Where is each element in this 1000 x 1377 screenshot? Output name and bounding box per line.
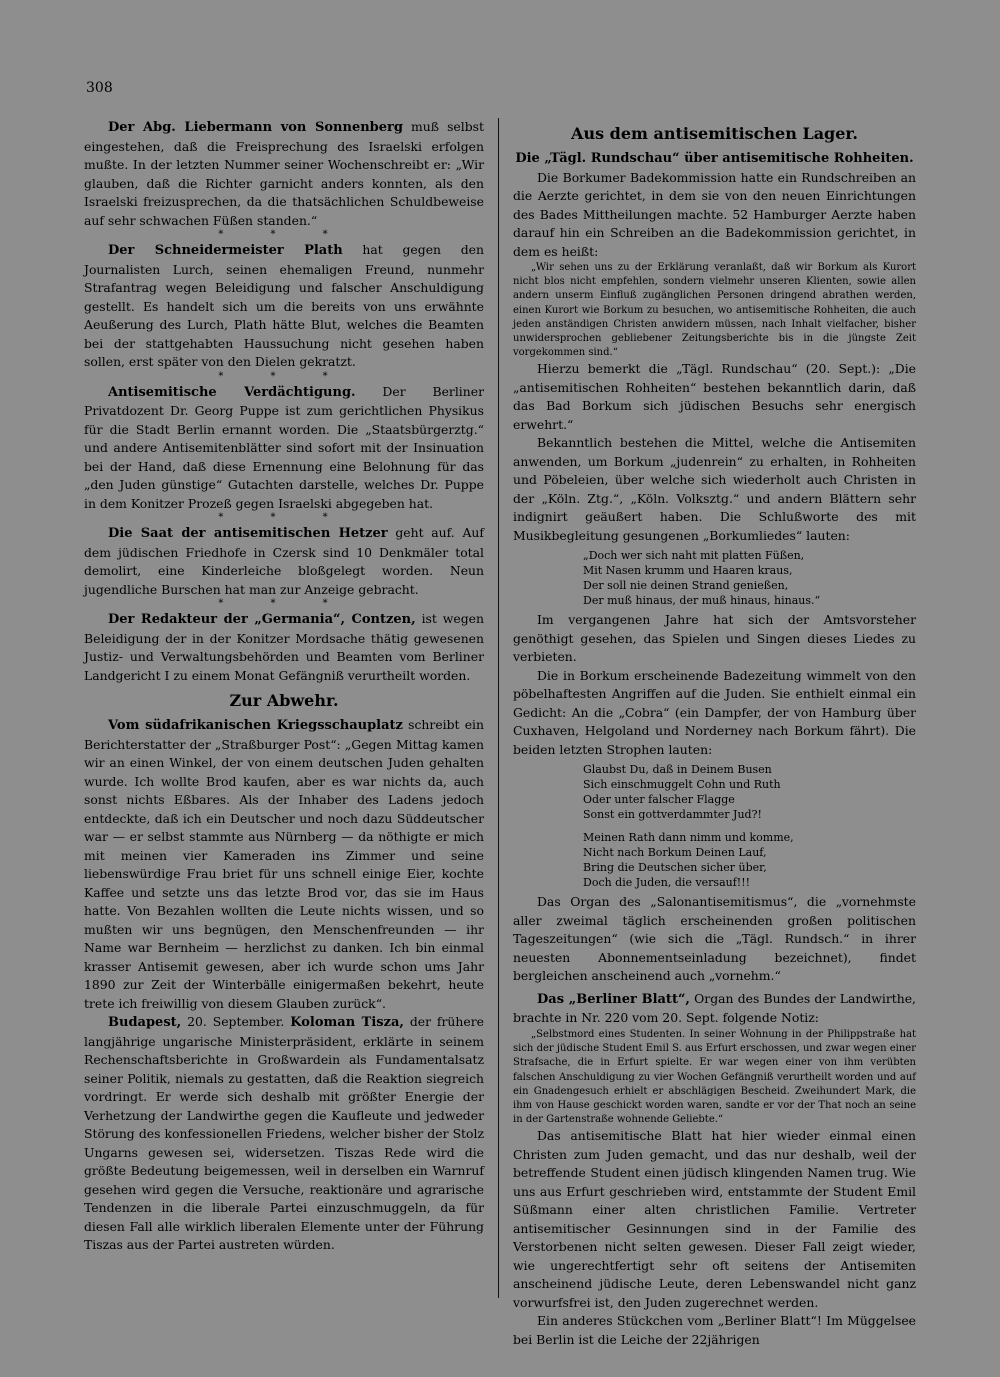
article-heading: Antisemitische Verdächtigung. [108,384,356,400]
verse-line: Bring die Deutschen sicher über, [583,861,767,875]
article-body: schreibt ein Berichterstatter der „Straßburger Post“: „Gegen Mittag kamen wir an einen Winkel, der von einem deutschen Juden gehalten wurde. Ich wollte Brod kaufen, aber es war nichts da, auch sonst nichts Eßbares. Als der Inhaber des Ladens jedoch entdeckte, daß ich ein Deutscher und noch dazu Süddeutscher war — er selbst stammte aus Nürnberg — da nöthigte er mich mit meinen vier Kameraden ins Zimmer und seine liebenswürdige Frau briet für uns schnell einige Eier, kochte Kaffee und setzte uns das letzte Brod vor, das sie im Haus hatte. Von Bezahlen wollten die Leute nichts wissen, und so mußten wir uns begnügen, den Menschenfreunden — ihr Name war Bernheim — herzlichst zu danken. Ich bin einmal krasser Antisemit gewesen, aber ich wurde schon ums Jahr 1890 zur Zeit der Winterbälle einigermaßen bekehrt, heute trete ich freiwillig von diesem Glauben zurück“. [84,717,484,1011]
article-heading: Vom südafrikanischen Kriegsschauplatz [108,718,403,733]
article-heading: Der Redakteur der „Germania“, Contzen, [108,612,416,627]
article-budapest [84,1013,484,1255]
stanza-gap [583,822,916,830]
article-body: muß selbst eingestehen, daß die Freisprechung des Israelski erfolgen mußte. In der letzten Nummer seiner Wochenschreibt er: „Wir glauben, daß die Richter garnicht anders konnten, als den Israelski freizusprechen, da die thatsächlichen Schuldbeweise auf sehr schwachen Füßen standen.“ [84,119,484,228]
section-title-lager: Aus dem antisemitischen Lager. [571,124,858,143]
article-title-rundschau [513,149,916,169]
paragraph-christen: Das antisemitische Blatt hat hier wieder einmal einen Christen zum Juden gemacht, und das nur deshalb, weil der betreffende Student einen jüdisch klingenden Namen trug. Wie uns aus Erfurt geschrieben wird, entstammte der Student Emil Süßmann einer alten christlichen Familie. Vertreter antisemitischer Gesinnungen sind in der Familie des Verstorbenen nicht selten gewesen. Dieser Fall zeigt wieder, wie ungerechtfertigt sehr oft seitens der Antisemiten anscheinend jüdische Leute, deren Lebenswandel nicht ganz vorwurfsfrei ist, den Juden zugerechnet werden. [513,1128,916,1310]
article-heading: Budapest, [108,1015,182,1030]
paragraph-amtsvorsteher: Im vergangenen Jahre hat sich der Amtsvorsteher genöthigt gesehen, das Spielen und Singen dieses Liedes zu verbieten. [513,612,916,665]
article-heading: Die „Tägl. Rundschau“ über antisemitische Rohheiten. [515,151,914,166]
verse-line: Mit Nasen krumm und Haaren kraus, [583,564,793,578]
article-body: Organ des Bundes der Landwirthe, brachte in Nr. 220 vom 20. Sept. folgende Notiz: [513,990,916,1026]
verse-line: Sonst ein gottverdammter Jud?! [583,808,762,822]
article-germania [84,610,484,685]
verse-line: Sich einschmuggelt Cohn und Ruth [583,778,781,792]
quote-selbstmord [513,1028,916,1127]
quote-text: „Selbstmord eines Studenten. In seiner Wohnung in der Philippstraße hat sich der jüdische Student Emil S. aus Erfurt erschossen, und zwar wegen einer Strafsache, die in Erfurt spielte. Er war wegen einer von ihm verübten falschen Anschuldigung zu vier Wochen Gefängniß verurtheilt worden und auf ein Gnadengesuch erhielt er abschlägigen Bescheid. Zweihundert Mark, die ihm von Hause geschickt worden waren, sandte er vor der That noch an seine in der Gartenstraße wohnende Geliebte.“ [513,1028,916,1126]
article-saat [84,524,484,599]
verse-borkumlied [513,548,916,608]
verse-line: Glaubst Du, daß in Deinem Busen [583,763,772,777]
separator-stars: * * * [218,512,350,523]
article-suedafrika [84,716,484,1013]
separator-stars: * * * [218,229,350,240]
article-heading: Die Saat der antisemitischen Hetzer [108,526,388,541]
article-body: ist wegen Beleidigung der in der Konitzer Mordsache thätig gewesenen Justiz- und Verwaltungsbehörden und Beamten vom Berliner Landgericht I zu einem Monat Gefängniß verurtheilt worden. [84,611,484,683]
article-heading: Das „Berliner Blatt“, [537,991,690,1007]
article-body: geht auf. Auf dem jüdischen Friedhofe in Czersk sind 10 Denkmäler total demolirt, eine Kinderleiche bloßgelegt worden. Neun jugendliche Burschen hat man zur Anzeige gebracht. [84,525,484,597]
verse-line: Nicht nach Borkum Deinen Lauf, [583,846,767,860]
quote-aerzte [513,261,916,360]
separator-stars: * * * [218,598,350,609]
left-column [84,118,484,1255]
article-date: 20. September. [187,1014,285,1029]
paragraph-bekanntlich: Bekanntlich bestehen die Mittel, welche die Antisemiten anwenden, um Borkum „judenrein“ zu erhalten, in Rohheiten und Pöbeleien, über welche sich wiederholt auch Christen in der „Köln. Ztg.“, „Köln. Volksztg.“ und andern Blättern sehr indignirt geäußert haben. Die Schlußworte des mit Musikbegleitung gesungenen „Borkumliedes“ lauten: [513,435,916,543]
right-column [513,118,916,1349]
article-body: Der Berliner Privatdozent Dr. Georg Puppe ist zum gerichtlichen Physikus für die Stadt Berlin ernannt worden. Die „Staatsbürgerztg.“ und andere Antisemitenblätter sind sofort mit der Insinuation bei der Hand, daß diese Ernennung eine Belohnung für das „den Juden günstige“ Gutachten darstelle, welches Dr. Puppe in dem Konitzer Prozeß gegen Israelski abgegeben hat. [84,383,484,511]
verse-cobra [513,762,916,890]
article-berliner-blatt [513,990,916,1028]
paragraph-mueggelsee: Ein anderes Stückchen vom „Berliner Blatt“! Im Müggelsee bei Berlin ist die Leiche der 22jährigen [513,1313,916,1347]
article-heading: Der Abg. Liebermann von Sonnenberg [108,120,403,135]
verse-line: „Doch wer sich naht mit platten Füßen, [583,549,805,563]
article-body: der frühere langjährige ungarische Ministerpräsident, erklärte in seinem Rechenschaftsberichte in Großwardein als Fundamentalsatz seiner Politik, niemals zu gestatten, daß die Reaktion siegreich vordringt. Er werde sich deshalb mit größter Energie der Verhetzung der Landwirthe gegen die Kaufleute und jedweder Störung des konfessionellen Friedens, welcher bisher der Stolz Ungarns gewesen sei, widersetzen. Tiszas Rede wird die größte Bedeutung beigemessen, weil in derselben ein Warnruf gesehen wird gegen die Versuche, reaktionäre und agrarische Tendenzen in die liberale Partei einzuschmuggeln, da für diesen Fall alle wirklich liberalen Elemente unter der Führung Tiszas aus der Partei austreten würden. [84,1014,484,1252]
article-heading-name: Koloman Tisza, [290,1015,404,1030]
verse-line: Der muß hinaus, der muß hinaus, hinaus.“ [583,594,821,608]
separator-stars: * * * [218,370,350,382]
article-liebermann [84,118,484,230]
article-plath [84,241,484,372]
column-divider [498,118,499,1298]
paragraph-salonantisemitismus: Das Organ des „Salonantisemitismus“, die „vornehmste aller zweimal täglich erscheinenden großen politischen Tageszeitungen“ (wie sich die „Tägl. Rundsch.“ in ihrer neuesten Abonnementseinladung bezeichnet), findet bergleichen anscheinend auch „vornehm.“ [513,894,916,984]
article-body: hat gegen den Journalisten Lurch, seinen ehemaligen Freund, nunmehr Strafantrag wegen Beleidigung und falscher Anschuldigung gestellt. Es handelt sich um die bereits von uns erwähnte Aeußerung des Lurch, Plath hätte Blut, welches die Beamten bei der stattgehabten Haussuchung nicht gesehen haben sollen, erst später von den Dielen gekratzt. [84,242,484,369]
verse-line: Doch die Juden, die versauf!!! [583,876,751,890]
paragraph-badezeitung: Die in Borkum erscheinende Badezeitung wimmelt von den pöbelhaftesten Angriffen auf die Juden. Sie enthielt einmal ein Gedicht: An die „Cobra“ (ein Dampfer, der von Hamburg über Cuxhaven, Helgoland und Norderney nach Borkum fährt). Die beiden letzten Strophen lauten: [513,667,916,757]
verse-line: Der soll nie deinen Strand genießen, [583,579,789,593]
article-heading: Der Schneidermeister Plath [108,243,343,258]
paragraph-hierzu: Hierzu bemerkt die „Tägl. Rundschau“ (20. Sept.): „Die „antisemitischen Rohheiten“ bestehen bekanntlich darin, daß das Bad Borkum sich jüdischen Besuchs sehr energisch erwehrt.“ [513,361,916,432]
verse-line: Oder unter falscher Flagge [583,793,735,807]
verse-line: Meinen Rath dann nimm und komme, [583,831,794,845]
page-number: 308 [86,80,113,96]
article-rundschau-body: Die Borkumer Badekommission hatte ein Rundschreiben an die Aerzte gerichtet, in dem sie von den neuen Einrichtungen des Bades Mittheilungen machte. 52 Hamburger Aerzte haben darauf hin ein Schreiben an die Badekommission gerichtet, in dem es heißt: [513,169,916,259]
quote-text: „Wir sehen uns zu der Erklärung veranlaßt, daß wir Borkum als Kurort nicht blos nicht empfehlen, sondern vielmehr unseren Klienten, sowie allen andern unserm Einfluß zugänglichen Personen dringend abrathen werden, einen Kurort wie Borkum zu besuchen, wo antisemitische Rohheiten, die auch jeden anständigen Christen anwidern müssen, nach Inhalt vielfacher, bisher unwidersprochen gebliebener Zeitungsberichte bis in die jüngste Zeit vorgekommen sind.“ [513,262,916,359]
article-verdaechtigung [84,383,484,514]
section-title-abwehr: Zur Abwehr. [229,691,339,710]
